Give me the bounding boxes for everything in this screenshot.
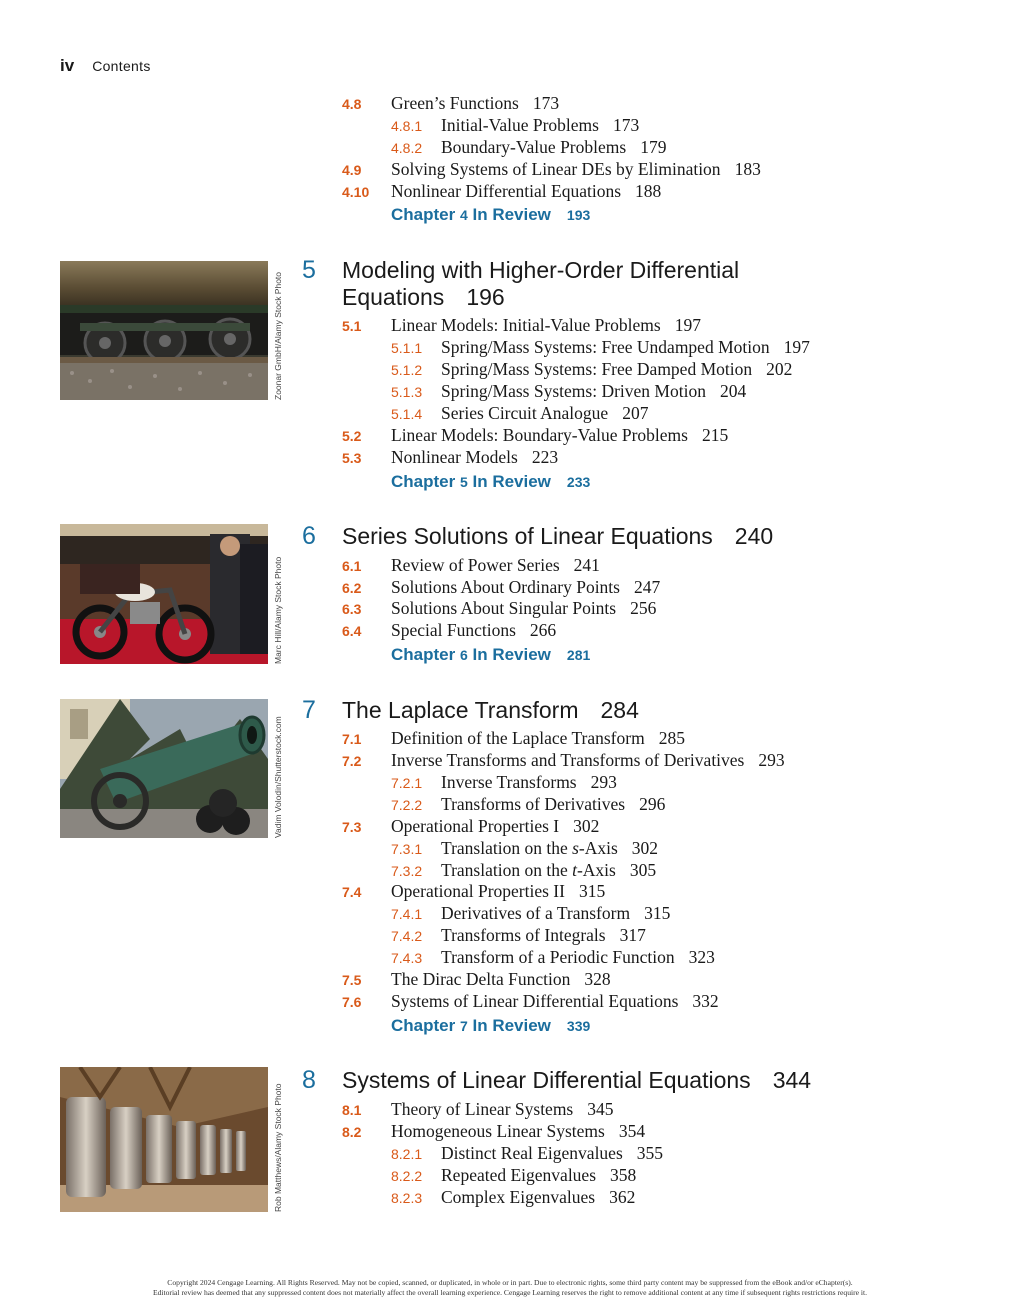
toc-entry[interactable] (391, 749, 785, 771)
entry-page: 183 (734, 159, 761, 179)
running-head-label: Contents (92, 58, 151, 74)
section-number: 4.10 (342, 184, 370, 200)
toc-entry[interactable] (441, 1186, 635, 1208)
running-header (60, 56, 151, 76)
entry-page: 266 (529, 620, 557, 640)
entry-page: 173 (612, 115, 640, 135)
subsection-number: 8.2.2 (391, 1168, 423, 1184)
page-number: iv (60, 56, 75, 75)
review-chapter-number: 6 (459, 647, 468, 663)
entry-page: 207 (622, 403, 649, 423)
toc-entry[interactable] (391, 815, 599, 837)
subsection-number: 5.1.2 (391, 362, 423, 378)
subsection-number: 8.2.3 (391, 1190, 423, 1206)
chapter-7-photo (60, 699, 268, 838)
review-chapter-number: 7 (459, 1018, 468, 1034)
section-number: 4.8 (342, 96, 362, 112)
toc-entry[interactable] (391, 576, 660, 598)
toc-entry[interactable] (391, 446, 558, 468)
chapter-review-link[interactable] (391, 205, 590, 225)
toc-entry[interactable] (441, 946, 715, 968)
toc-entry[interactable] (391, 880, 605, 902)
entry-page: 188 (635, 181, 662, 201)
entry-page: 302 (631, 838, 659, 858)
toc-entry[interactable] (391, 424, 728, 446)
entry-page: 332 (692, 991, 719, 1011)
entry-title: Solving Systems of Linear DEs by Elimination (391, 159, 721, 179)
toc-entry[interactable] (441, 336, 810, 358)
entry-title: Series Circuit Analogue (441, 403, 609, 423)
toc-entry[interactable] (391, 314, 701, 336)
chapter-5-photo (60, 261, 268, 400)
copyright-line-1: Copyright 2024 Cengage Learning. All Rights Reserved. May not be copied, scanned, or duplicated, in whole or in part. Due to electronic rights, some third party content may be suppressed from the eBook and/or eChapter(s). (167, 1278, 853, 1287)
entry-title: Complex Eigenvalues (441, 1187, 596, 1207)
photo-credit: Vadim Volodin/Shutterstock.com (273, 716, 283, 838)
toc-entry[interactable] (391, 554, 600, 576)
chapter-page: 240 (734, 523, 774, 549)
entry-page: 305 (629, 860, 657, 880)
chapter-number: 8 (302, 1066, 316, 1094)
entry-title: Definition of the Laplace Transform (391, 728, 645, 748)
wine-tanks-illustration (60, 1067, 268, 1212)
entry-page: 358 (610, 1165, 637, 1185)
entry-title: Repeated Eigenvalues (441, 1165, 597, 1185)
entry-page: 293 (758, 750, 785, 770)
entry-page: 362 (609, 1187, 636, 1207)
entry-page: 197 (783, 337, 810, 357)
entry-page: 197 (674, 315, 701, 335)
chapter-review-link[interactable] (391, 1016, 590, 1036)
section-number: 5.1 (342, 318, 362, 334)
toc-entry[interactable] (391, 1120, 645, 1142)
review-suffix: In Review (467, 1016, 551, 1035)
entry-title: Linear Models: Boundary-Value Problems (391, 425, 688, 445)
entry-page: 202 (766, 359, 793, 379)
toc-entry[interactable] (441, 924, 646, 946)
entry-page: 315 (644, 903, 671, 923)
entry-page: 315 (578, 881, 606, 901)
entry-title: Homogeneous Linear Systems (391, 1121, 605, 1141)
entry-title: Transforms of Integrals (441, 925, 606, 945)
chapter-title-line-1: Modeling with Higher-Order Differential (342, 257, 740, 283)
entry-title: Green’s Functions (391, 93, 519, 113)
copyright-footer (0, 1278, 1020, 1298)
entry-page: 173 (532, 93, 560, 113)
entry-page: 223 (531, 447, 559, 467)
entry-title: Theory of Linear Systems (391, 1099, 574, 1119)
review-suffix: In Review (467, 645, 551, 664)
cannon-illustration (60, 699, 268, 838)
chapter-title[interactable] (342, 697, 639, 724)
subsection-number: 7.3.1 (391, 841, 423, 857)
toc-entry[interactable] (441, 771, 617, 793)
subsection-number: 4.8.2 (391, 140, 423, 156)
chapter-review-link[interactable] (391, 472, 590, 492)
chapter-page: 196 (466, 284, 505, 310)
toc-entry[interactable] (441, 1164, 636, 1186)
review-chapter-number: 5 (459, 474, 468, 490)
entry-title: Systems of Linear Differential Equations (391, 991, 679, 1011)
chapter-number: 7 (302, 696, 316, 724)
entry-title: Translation on the (441, 838, 573, 858)
review-prefix: Chapter (391, 645, 460, 664)
entry-page: 296 (639, 794, 666, 814)
toc-entry[interactable] (441, 114, 639, 136)
review-prefix: Chapter (391, 205, 460, 224)
chapter-title-line-1: The Laplace Transform (342, 697, 579, 723)
entry-title: The Dirac Delta Function (391, 969, 571, 989)
toc-entry[interactable] (391, 597, 656, 619)
review-chapter-number: 4 (459, 207, 468, 223)
entry-title: Nonlinear Differential Equations (391, 181, 622, 201)
entry-page: 241 (573, 555, 600, 575)
subsection-number: 7.3.2 (391, 863, 423, 879)
toc-entry[interactable] (391, 1098, 614, 1120)
entry-page: 179 (640, 137, 667, 157)
entry-page: 323 (688, 947, 715, 967)
section-number: 7.2 (342, 753, 362, 769)
chapter-title[interactable] (342, 257, 739, 311)
chapter-title-line-1: Systems of Linear Differential Equations (342, 1067, 751, 1093)
entry-page: 293 (590, 772, 617, 792)
section-number: 6.1 (342, 558, 362, 574)
section-number: 8.2 (342, 1124, 362, 1140)
chapter-title-line-2: Equations (342, 284, 445, 310)
subsection-number: 5.1.1 (391, 340, 423, 356)
entry-title-suffix: -Axis (578, 838, 618, 858)
section-number: 5.3 (342, 450, 362, 466)
entry-title: Linear Models: Initial-Value Problems (391, 315, 661, 335)
review-page: 339 (566, 1018, 591, 1034)
section-number: 5.2 (342, 428, 362, 444)
section-number: 7.4 (342, 884, 362, 900)
section-number: 7.1 (342, 731, 362, 747)
toc-entry[interactable] (441, 358, 792, 380)
entry-title: Boundary-Value Problems (441, 137, 627, 157)
toc-entry[interactable] (391, 990, 719, 1012)
review-suffix: In Review (467, 472, 551, 491)
subsection-number: 5.1.3 (391, 384, 423, 400)
entry-page: 204 (719, 381, 747, 401)
toc-entry[interactable] (391, 727, 685, 749)
review-page: 233 (566, 474, 591, 490)
chapter-page: 284 (600, 697, 639, 723)
section-number: 6.2 (342, 580, 362, 596)
entry-title: Nonlinear Models (391, 447, 518, 467)
review-page: 281 (566, 647, 591, 663)
toc-entry[interactable] (391, 619, 556, 641)
toc-entry[interactable] (441, 380, 746, 402)
subsection-number: 7.4.3 (391, 950, 423, 966)
entry-title: Review of Power Series (391, 555, 560, 575)
toc-entry[interactable] (391, 968, 611, 990)
entry-title: Inverse Transforms (441, 772, 577, 792)
entry-title: Inverse Transforms and Transforms of Derivatives (391, 750, 745, 770)
section-number: 6.3 (342, 601, 362, 617)
entry-page: 328 (584, 969, 611, 989)
entry-title: Distinct Real Eigenvalues (441, 1143, 623, 1163)
section-number: 7.5 (342, 972, 362, 988)
review-prefix: Chapter (391, 472, 460, 491)
photo-credit: Zoonar GmbH/Alamy Stock Photo (273, 271, 283, 400)
section-number: 7.3 (342, 819, 362, 835)
toc-entry[interactable] (441, 859, 656, 881)
entry-title: Derivatives of a Transform (441, 903, 631, 923)
subsection-number: 8.2.1 (391, 1146, 423, 1162)
toc-entry[interactable] (391, 180, 661, 202)
subsection-number: 4.8.1 (391, 118, 423, 134)
chapter-number: 6 (302, 522, 316, 550)
entry-title: Spring/Mass Systems: Driven Motion (441, 381, 706, 401)
entry-title: Spring/Mass Systems: Free Undamped Motion (441, 337, 770, 357)
chapter-review-link[interactable] (391, 645, 590, 665)
copyright-line-2: Editorial review has deemed that any suppressed content does not materially affect the overall learning experience. Cengage Learning reserves the right to remove additional content at any time if subsequent rights restrictions require it. (152, 1288, 868, 1297)
toc-entry[interactable] (441, 793, 665, 815)
chapter-title[interactable] (342, 1067, 811, 1094)
review-prefix: Chapter (391, 1016, 460, 1035)
entry-page: 247 (633, 577, 661, 597)
chapter-number: 5 (302, 256, 316, 284)
entry-page: 354 (618, 1121, 646, 1141)
entry-page: 215 (701, 425, 729, 445)
entry-page: 345 (587, 1099, 614, 1119)
chapter-8-photo (60, 1067, 268, 1212)
entry-title: Transforms of Derivatives (441, 794, 626, 814)
entry-page: 256 (630, 598, 657, 618)
entry-title: Translation on the (441, 860, 573, 880)
subsection-number: 5.1.4 (391, 406, 423, 422)
chapter-page: 344 (772, 1067, 812, 1093)
chapter-6-photo (60, 524, 268, 664)
section-number: 8.1 (342, 1102, 362, 1118)
section-number: 4.9 (342, 162, 362, 178)
entry-title: Initial-Value Problems (441, 115, 599, 135)
entry-title: Solutions About Singular Points (391, 598, 617, 618)
entry-title: Operational Properties I (391, 816, 560, 836)
section-number: 6.4 (342, 623, 362, 639)
chapter-title[interactable] (342, 523, 773, 550)
photo-credit: Marc Hill/Alamy Stock Photo (273, 556, 283, 664)
entry-title-variable: s (572, 838, 579, 858)
toc-entry[interactable] (391, 158, 761, 180)
entry-page: 302 (573, 816, 600, 836)
entry-title: Special Functions (391, 620, 516, 640)
motorcycle-illustration (60, 524, 268, 664)
toc-entry[interactable] (441, 402, 648, 424)
train-wheels-illustration (60, 261, 268, 400)
entry-title: Operational Properties II (391, 881, 565, 901)
toc-entry[interactable] (391, 92, 559, 114)
photo-credit: Rob Matthews/Alamy Stock Photo (273, 1083, 283, 1212)
toc-entry[interactable] (441, 1142, 663, 1164)
toc-entry[interactable] (441, 136, 666, 158)
subsection-number: 7.4.2 (391, 928, 423, 944)
chapter-title-line-1: Series Solutions of Linear Equations (342, 523, 713, 549)
entry-page: 285 (658, 728, 685, 748)
entry-page: 317 (619, 925, 646, 945)
subsection-number: 7.2.1 (391, 775, 423, 791)
subsection-number: 7.2.2 (391, 797, 423, 813)
entry-page: 355 (636, 1143, 664, 1163)
toc-entry[interactable] (441, 902, 670, 924)
review-suffix: In Review (467, 205, 551, 224)
entry-title: Solutions About Ordinary Points (391, 577, 620, 597)
toc-entry[interactable] (441, 837, 658, 859)
section-number: 7.6 (342, 994, 362, 1010)
entry-title-variable: t (572, 860, 577, 880)
entry-title: Transform of a Periodic Function (441, 947, 675, 967)
subsection-number: 7.4.1 (391, 906, 423, 922)
review-page: 193 (566, 207, 591, 223)
entry-title-suffix: -Axis (576, 860, 616, 880)
entry-title: Spring/Mass Systems: Free Damped Motion (441, 359, 753, 379)
